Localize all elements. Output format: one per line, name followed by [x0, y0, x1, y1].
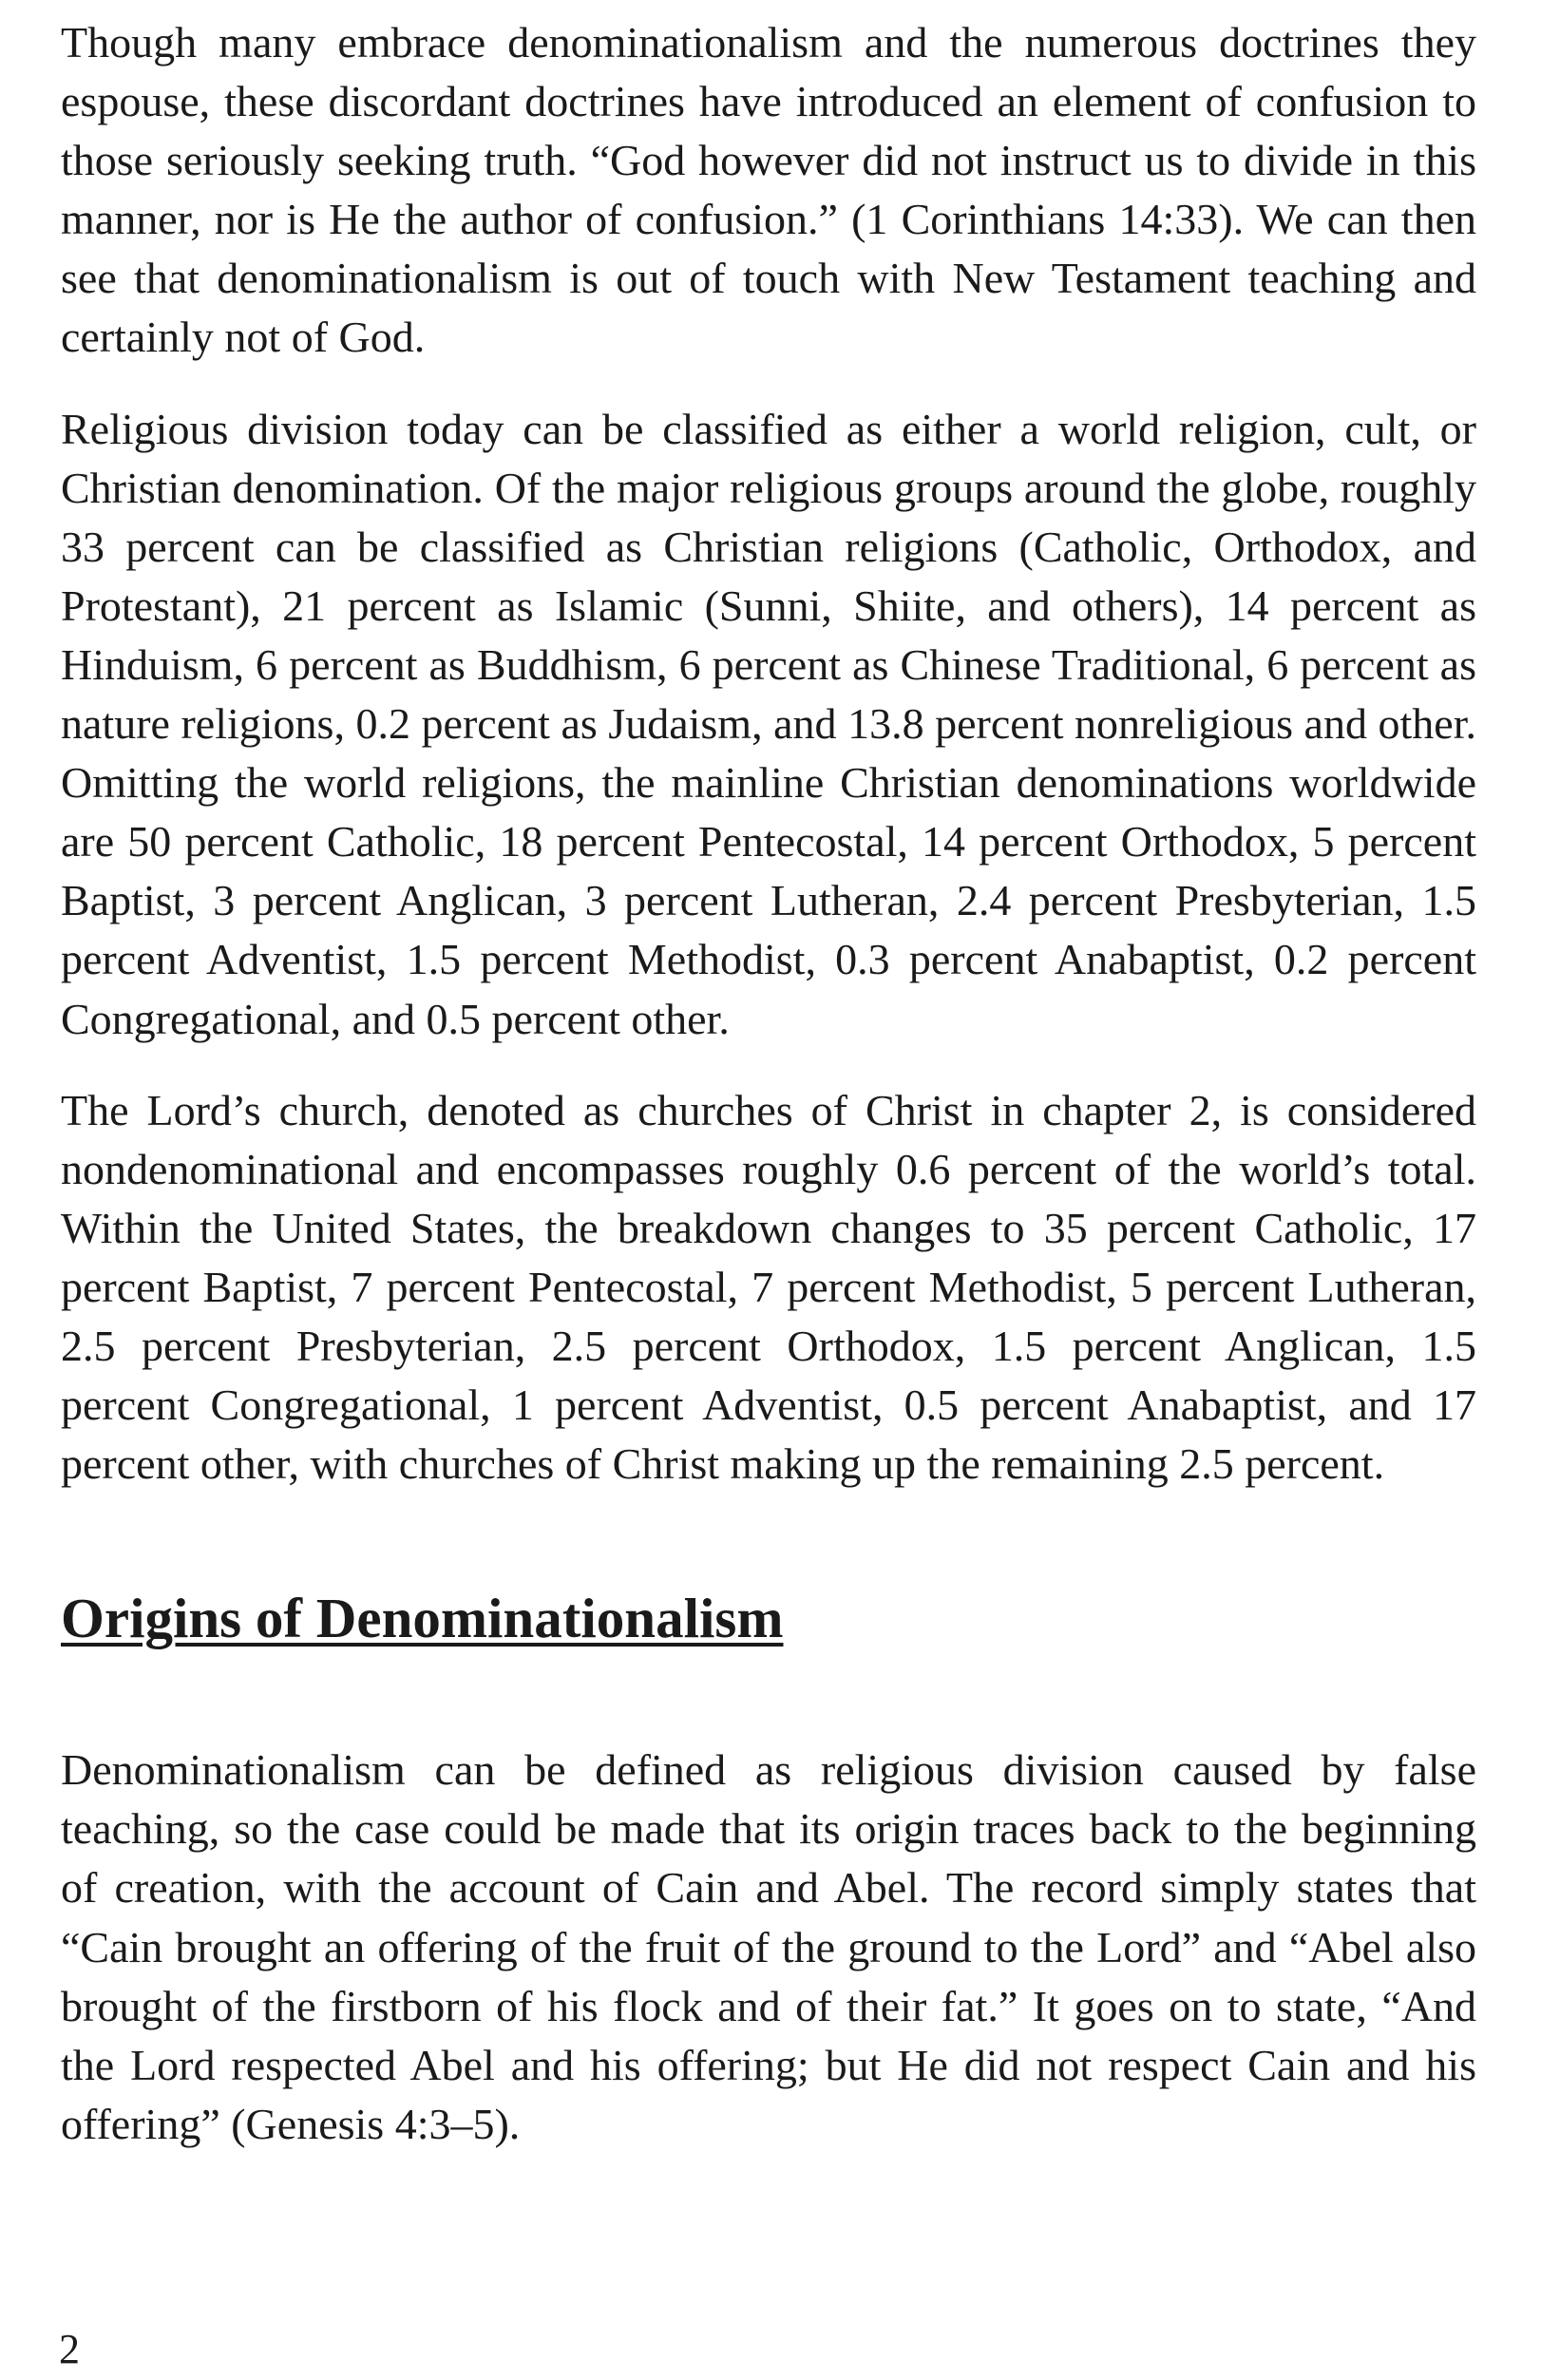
- body-paragraph-2: Religious division today can be classified as either a world religion, cult, or Christian denomination. Of the major religious groups around the globe, roughly 33 percent can be classified as Christian religions (Catholic, Orthodox, and Protestant), 21 percent as Islamic (Sunni, Shiite, and others), 14 percent as Hinduism, 6 percent as Buddhism, 6 percent as Chinese Traditional, 6 percent as nature religions, 0.2 percent as Judaism, and 13.8 percent nonreligious and other. Omitting the world religions, the mainline Christian denominations worldwide are 50 percent Catholic, 18 percent Pentecostal, 14 percent Orthodox, 5 percent Baptist, 3 percent Anglican, 3 percent Lutheran, 2.4 percent Presbyterian, 1.5 percent Adventist, 1.5 percent Methodist, 0.3 percent Anabaptist, 0.2 percent Congregational, and 0.5 percent other.: [61, 404, 1476, 1043]
- document-page: [61, 13, 1476, 2154]
- body-paragraph-1: Though many embrace denominationalism and the numerous doctrines they espouse, these discordant doctrines have introduced an element of confusion to those seriously seeking truth. “God however did not instruct us to divide in this manner, nor is He the author of confusion.” (1 Corinthians 14:33). We can then see that denominationalism is out of touch with New Testament teaching and certainly not of God.: [61, 18, 1476, 362]
- section-paragraph: Denominationalism can be defined as religious division caused by false teaching, so the case could be made that its origin traces back to the beginning of creation, with the account of Cain and Abel. The record simply states that “Cain brought an offering of the fruit of the ground to the Lord” and “Abel also brought of the firstborn of his flock and of their fat.” It goes on to state, “And the Lord respected Abel and his offering; but He did not respect Cain and his offering” (Genesis 4:3–5).: [61, 1745, 1476, 2148]
- body-paragraph-3: The Lord’s church, denoted as churches of Christ in chapter 2, is considered nondenominational and encompasses roughly 0.6 percent of the world’s total. Within the United States, the breakdown changes to 35 percent Catholic, 17 percent Baptist, 7 percent Pentecostal, 7 percent Methodist, 5 percent Lutheran, 2.5 percent Presbyterian, 2.5 percent Orthodox, 1.5 percent Anglican, 1.5 percent Congregational, 1 percent Adventist, 0.5 percent Anabaptist, and 17 percent other, with churches of Christ making up the remaining 2.5 percent.: [61, 1085, 1476, 1489]
- page-number: 2: [59, 2326, 80, 2372]
- section-heading: Origins of Denominationalism: [61, 1587, 784, 1650]
